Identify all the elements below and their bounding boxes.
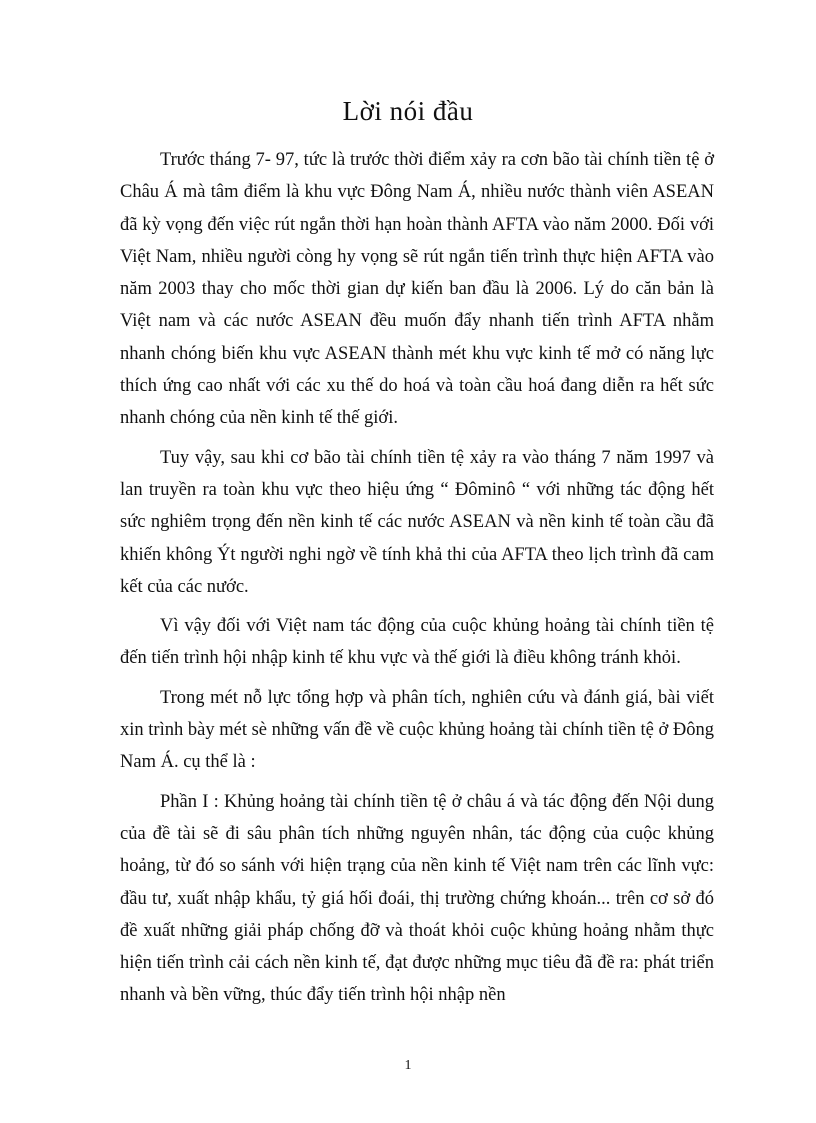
paragraph-1: Trước tháng 7- 97, tức là trước thời điểm xảy ra cơn bão tài chính tiền tệ ở Châu Á mà tâm điểm là khu vực Đông Nam Á, nhiều nước thành viên ASEAN đã kỳ vọng đến việc rút ngắn thời hạn hoàn thành AFTA vào năm 2000. Đối với Việt Nam, nhiều người còng hy vọng sẽ rút ngắn tiến trình thực hiện AFTA vào năm 2003 thay cho mốc thời gian dự kiến ban đầu là 2006. Lý do căn bản là Việt nam và các nước ASEAN đều muốn đẩy nhanh tiến trình AFTA nhằm nhanh chóng biến khu vực ASEAN thành mét khu vực kinh tế mở có năng lực thích ứng cao nhất với các xu thế do hoá và toàn cầu hoá đang diễn ra hết sức nhanh chóng của nền kinh tế thế giới. [120,150,714,429]
paragraph-3: Vì vậy đối với Việt nam tác động của cuộc khủng hoảng tài chính tiền tệ đến tiến trình hội nhập kinh tế khu vực và thế giới là điều không tránh khỏi. [120,616,714,669]
paragraph-2: Tuy vậy, sau khi cơ bão tài chính tiền tệ xảy ra vào tháng 7 năm 1997 và lan truyền ra toàn khu vực theo hiệu ứng “ Đôminô “ với những tác động hết sức nghiêm trọng đến nền kinh tế các nước ASEAN và nền kinh tế toàn cầu đã khiến không Ýt người nghi ngờ về tính khả thi của AFTA theo lịch trình đã cam kết của các nước. [120,447,714,597]
body-text [120,144,714,1019]
page-title: Lời nói đầu [342,96,474,126]
paragraph-4: Trong mét nỗ lực tổng hợp và phân tích, nghiên cứu và đánh giá, bài viết xin trình bày mét sè những vấn đề về cuộc khủng hoảng tài chính tiền tệ ở Đông Nam Á. cụ thể là : [120,687,714,773]
page-number: 1 [404,1058,412,1073]
paragraph-5: Phần I : Khủng hoảng tài chính tiền tệ ở châu á và tác động đến Nội dung của đề tài sẽ đi sâu phân tích những nguyên nhân, tác động của cuộc khủng hoảng, từ đó so sánh với hiện trạng của nền kinh tế Việt nam trên các lĩnh vực: đầu tư, xuất nhập khẩu, tỷ giá hối đoái, thị trường chứng khoán... trên cơ sở đó đề xuất những giải pháp chống đỡ và thoát khỏi cuộc khủng hoảng nhằm thực hiện tiến trình cải cách nền kinh tế, đạt được những mục tiêu đã đề ra: phát triển nhanh và bền vững, thúc đẩy tiến trình hội nhập nền [120,791,714,1006]
